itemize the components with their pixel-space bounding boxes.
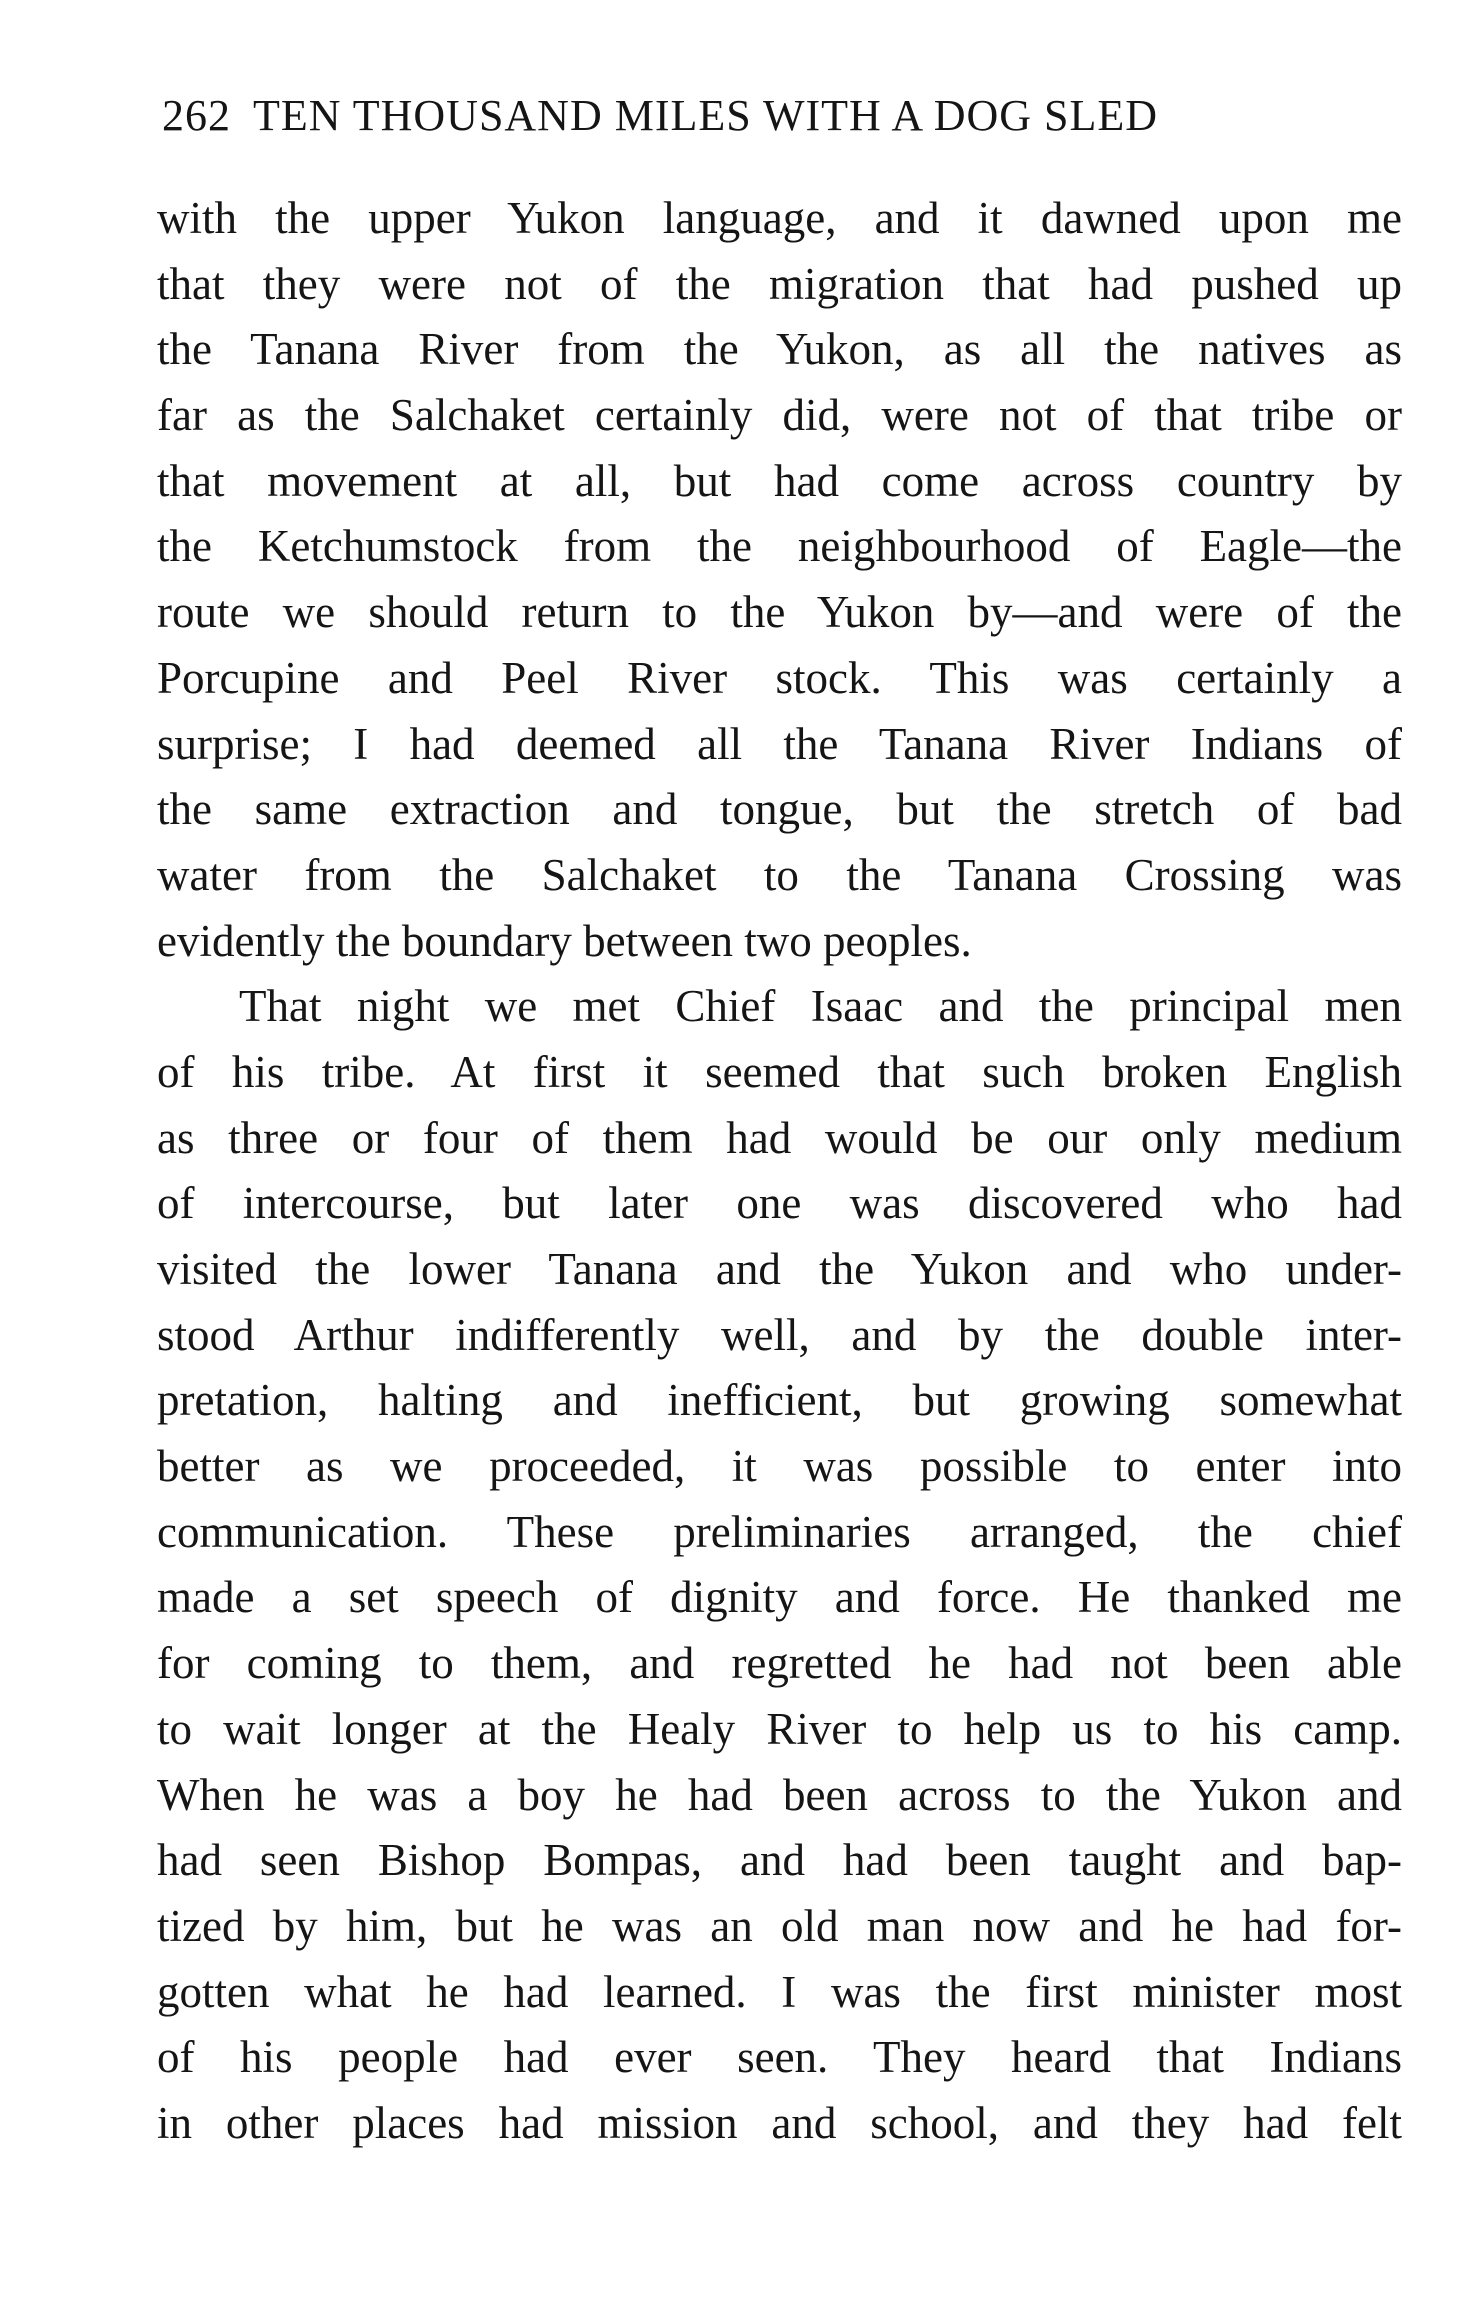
text-line: surprise; I had deemed all the Tanana River Indians of	[157, 718, 1402, 769]
text-line: in other places had mission and school, and they had felt	[157, 2097, 1402, 2148]
text-line: Porcupine and Peel River stock. This was certainly a	[157, 652, 1402, 703]
text-line: as three or four of them had would be our only medium	[157, 1112, 1402, 1163]
text-line: for coming to them, and regretted he had not been able	[157, 1638, 1402, 1689]
text-line: of his tribe. At first it seemed that such broken English	[157, 1046, 1402, 1097]
text-line: made a set speech of dignity and force. He thanked me	[157, 1572, 1402, 1623]
text-line: had seen Bishop Bompas, and had been taught and bap-	[157, 1835, 1402, 1886]
paragraph-2	[157, 974, 1402, 2156]
running-title: TEN THOUSAND MILES WITH A DOG SLED	[253, 91, 1159, 140]
text-line: better as we proceeded, it was possible to enter into	[157, 1441, 1402, 1492]
text-line: water from the Salchaket to the Tanana Crossing was	[157, 849, 1402, 900]
text-line: of intercourse, but later one was discovered who had	[157, 1178, 1402, 1229]
text-line: communication. These preliminaries arranged, the chief	[157, 1506, 1402, 1557]
text-line: stood Arthur indifferently well, and by the double inter-	[157, 1309, 1402, 1360]
text-line: When he was a boy he had been across to the Yukon and	[157, 1769, 1402, 1820]
text-line: That night we met Chief Isaac and the principal men	[239, 981, 1402, 1032]
text-line: that they were not of the migration that had pushed up	[157, 258, 1402, 309]
text-line: gotten what he had learned. I was the first minister most	[157, 1966, 1402, 2017]
running-head	[162, 88, 1412, 144]
page-number: 262	[162, 91, 231, 140]
text-line: to wait longer at the Healy River to help us to his camp.	[157, 1703, 1402, 1754]
text-line: evidently the boundary between two peoples.	[157, 915, 972, 966]
text-line: the same extraction and tongue, but the stretch of bad	[157, 784, 1402, 835]
text-line: visited the lower Tanana and the Yukon and who under-	[157, 1244, 1402, 1294]
text-line: the Tanana River from the Yukon, as all the natives as	[157, 324, 1402, 375]
text-line: with the upper Yukon language, and it dawned upon me	[157, 193, 1402, 243]
text-line: tized by him, but he was an old man now and he had for-	[157, 1900, 1402, 1951]
text-line: pretation, halting and inefficient, but growing somewhat	[157, 1375, 1402, 1426]
text-line: the Ketchumstock from the neighbourhood of Eagle—the	[157, 521, 1402, 572]
text-line: of his people had ever seen. They heard that Indians	[157, 2032, 1402, 2083]
text-line: that movement at all, but had come across country by	[157, 455, 1402, 506]
paragraph-1	[157, 186, 1402, 974]
text-line: far as the Salchaket certainly did, were not of that tribe or	[157, 390, 1402, 441]
body-text	[157, 186, 1402, 2157]
text-line: route we should return to the Yukon by—and were of the	[157, 587, 1402, 638]
